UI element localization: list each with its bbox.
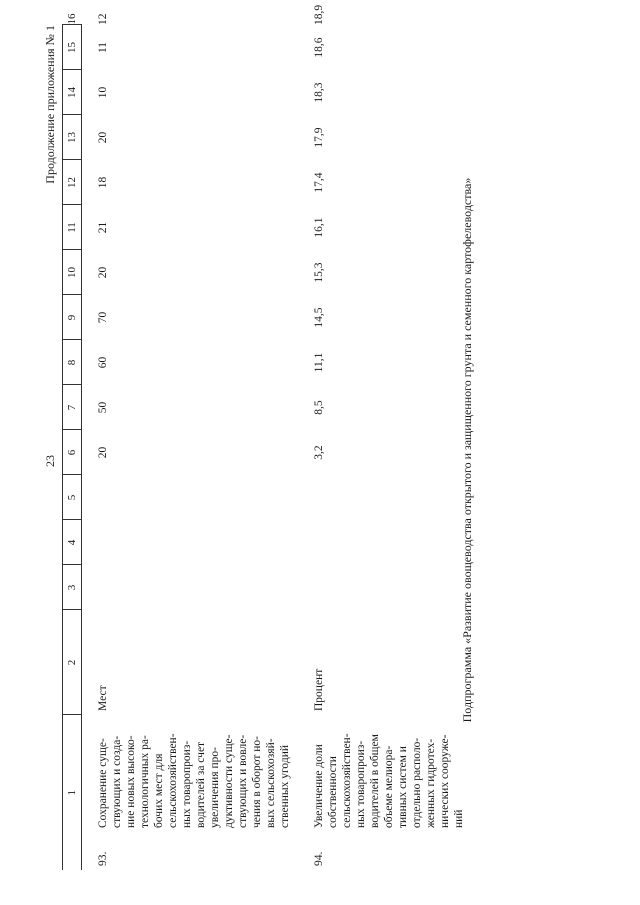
indicator-description — [298, 715, 472, 830]
description-line: вых сельскохозяй- — [265, 738, 277, 828]
appendix-continuation-label: Продолжение приложения № 1 — [43, 25, 57, 184]
unit-of-measure: Процент — [313, 668, 325, 711]
table-cell — [82, 565, 299, 610]
table-cell: 11,1 — [313, 352, 325, 373]
table-cell — [82, 520, 299, 565]
column-header-4: 4 — [63, 520, 82, 565]
row-number: 94. — [313, 851, 325, 866]
indicators-table — [62, 4, 472, 870]
table-cell: 60 — [97, 356, 109, 369]
description-line: технологичных ра- — [139, 735, 151, 828]
table-cell: 50 — [97, 401, 109, 414]
table-cell: 16,1 — [313, 217, 325, 238]
description-line: ние новых высоко- — [125, 735, 137, 828]
table-cell: 18,3 — [313, 82, 325, 103]
table-cell: 8,5 — [313, 400, 325, 415]
column-header-2: 2 — [63, 610, 82, 715]
table-cell: 10 — [97, 86, 109, 99]
description-line: водителей за счет — [195, 741, 207, 828]
table-cell — [298, 520, 472, 565]
unit-of-measure: Мест — [97, 685, 109, 711]
description-line: Сохранение суще- — [97, 738, 109, 828]
column-header-15: 15 — [63, 25, 82, 70]
table-cell: 21 — [97, 221, 109, 234]
table-cell: 18 — [97, 176, 109, 189]
table-cell — [82, 475, 299, 520]
description-line: увеличения про- — [209, 747, 221, 828]
description-line: женных гидротех- — [425, 738, 437, 828]
description-line: собственности — [327, 756, 339, 828]
column-header-9: 9 — [63, 295, 82, 340]
table-row: 94. Увеличение доли собственности сельскохозяйствен- ных товаропроиз- водителей в общем объеме мелиора- тивных систем и отдельно располо- женных гидротех- нических сооруже- ний Процент 3,2 8,5 11,1 14,5 15,3 16,1 17,4 17,9 18,3 18,6 18,9 — [298, 25, 472, 870]
indicator-description — [82, 715, 299, 830]
description-line: водителей в общем — [369, 734, 381, 828]
column-header-12: 12 — [63, 160, 82, 205]
table-header-row: 1 2 3 4 5 6 7 8 9 10 11 12 13 14 15 16 — [63, 25, 82, 870]
column-header-1: 1 — [63, 715, 82, 870]
description-line: ствующих и вовле- — [237, 734, 249, 828]
table-cell: 20 — [97, 446, 109, 459]
table-cell: 17,9 — [313, 127, 325, 148]
column-header-6: 6 — [63, 430, 82, 475]
column-header-11: 11 — [63, 205, 82, 250]
description-line: ных товаропроиз- — [181, 740, 193, 828]
description-line: тивных систем и — [397, 746, 409, 828]
table-cell — [298, 565, 472, 610]
column-header-3: 3 — [63, 565, 82, 610]
description-line: ственных угодий — [279, 744, 291, 828]
row-number: 93. — [97, 851, 109, 866]
rotated-document-page — [35, 4, 625, 875]
table-row: 93. Сохранение суще- ствующих и созда- ние новых высоко- технологичных ра- бочих мест для сельскохозяйствен- ных товаропроиз- водителей за счет увеличения про- дуктивности суще- ствующих и вовле- чения в оборот но- вых сельскохозяй- ственных угодий Мест 20 50 60 70 20 21 18 20 10 11 12 — [82, 25, 299, 870]
column-header-10: 10 — [63, 250, 82, 295]
table-cell: 70 — [97, 311, 109, 324]
table-cell: 20 — [97, 131, 109, 144]
table-cell: 3,2 — [313, 445, 325, 460]
column-header-8: 8 — [63, 340, 82, 385]
table-cell: 11 — [97, 41, 109, 54]
subprogram-title: Подпрограмма «Развитие овощеводства открытого и защищенного грунта и семенного картофелеводства» — [460, 177, 474, 723]
description-line: объеме мелиора- — [383, 745, 395, 828]
description-line: Увеличение доли — [313, 744, 325, 828]
description-line: дуктивности суще- — [223, 734, 235, 828]
description-line: ных товаропроиз- — [355, 740, 367, 828]
description-line: сельскохозяйствен- — [341, 733, 353, 828]
column-header-13: 13 — [63, 115, 82, 160]
description-line: ний — [453, 809, 465, 828]
description-line: сельскохозяйствен- — [167, 733, 179, 828]
page-number: 23 — [43, 455, 57, 467]
description-line: бочих мест для — [153, 753, 165, 828]
column-header-14: 14 — [63, 70, 82, 115]
description-line: ствующих и созда- — [111, 735, 123, 828]
description-line: нических сооруже- — [439, 734, 451, 828]
description-line: отдельно располо- — [411, 737, 423, 828]
table-cell: 14,5 — [313, 307, 325, 328]
column-header-7: 7 — [63, 385, 82, 430]
table-cell: 15,3 — [313, 262, 325, 283]
description-line: чения в оборот но- — [251, 736, 263, 828]
table-cell: 20 — [97, 266, 109, 279]
column-header-5: 5 — [63, 475, 82, 520]
table-cell — [298, 475, 472, 520]
table-cell: 17,4 — [313, 172, 325, 193]
table-cell: 18,6 — [313, 37, 325, 58]
